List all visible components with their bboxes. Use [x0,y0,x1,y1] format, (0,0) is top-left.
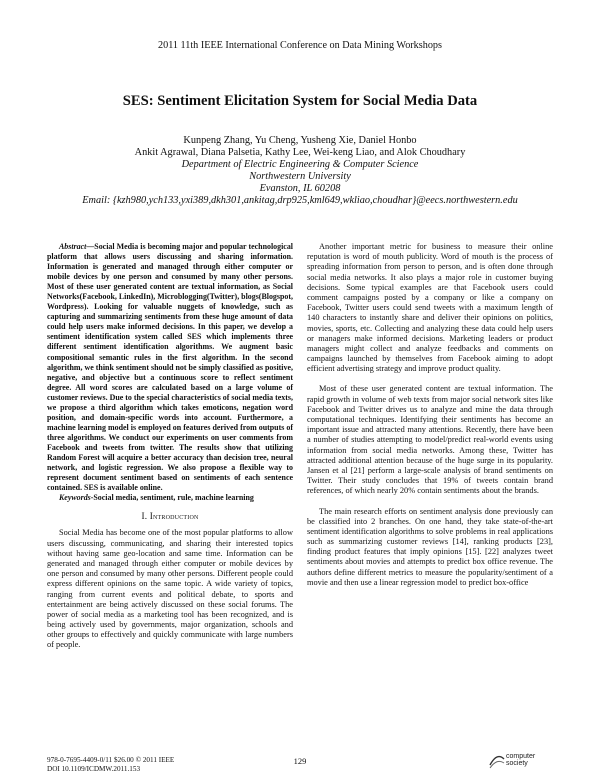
logo-text-line-1: computer [506,753,536,760]
abstract-text: —Social Media is becoming major and popular technological platform that allows users discussing and sharing information. Information is generated and managed through either computer or mobile devices by one person and consumed by many other persons. Most of these user generated content are textual information, as Social Networks(Facebook, LinkedIn), Microblogging(Twitter), blogs(Blogspot, Wordpress). Looking for valuable nuggets of knowledge, such as capturing and summarizing sentiments from these huge amount of data could help users make informed decisions. In this paper, we develop a sentiment identification system called SES which implements three different sentiment identification algorithms. We augment basic compositional semantic rules in the first algorithm. In the second algorithm, we think sentiment should not be simply classified as positive, negative, and objective but a continuous score to reflect sentiment degree. All word scores are calculated based on a large volume of customer reviews. Due to the special characteristics of social media texts, we propose a third algorithm which takes emoticons, negation word position, and domain-specific words into account. Furthermore, a machine learning model is employed on features derived from outputs of three algorithms. We conduct our experiments on user comments from Facebook and tweets from twitter. The results show that utilizing Random Forest will acquire a better accuracy than decision tree, neural network, and logistic regression. We also propose a flexible way to represent document sentiment based on sentiments of each sentence contained. SES is available online. [47,242,293,493]
abstract-label: Abstract [59,242,87,251]
section-number: I. [141,511,148,522]
author-location: Evanston, IL 60208 [259,183,341,194]
body-paragraph-3: The main research efforts on sentiment analysis done previously can be classified into 2 branches. On one hand, they take state-of-the-art sentiment identification algorithms to solve problems in real applications such as summarizing customer reviews [14], ranking products [23], finding product features that imply opinions [15]. [22] analyzes tweet sentiments about movies and attempts to predict box office revenue. The authors define different metrics to measure the popularity/sentiment of a movie and then use a linear regression model to predict box-office [307,506,553,587]
computer-society-logo-icon [488,750,506,770]
conference-header: 2011 11th IEEE International Conference on Data Mining Workshops [158,40,442,51]
body-paragraph-2: Most of these user generated content are textual information. The rapid growth in volume of web texts from major social network sites like Facebook and Twitter drives us to analyze and mine the data through computational techniques. Identifying their sentiments has become an important issue and attracted many attentions. Recently, there have been a number of studies attempting to model/predict real-world events using information from social media networks. Among these, Twitter has attracted additional attention because of the huge surge in its popularity. Jansen et al [21] perform a large-scale analysis of brand sentiments on Twitter. Their study concludes that 19% of tweets contain brand references, of which nearly 20% contain sentiments about the brands. [307,384,553,496]
author-list-1: Kunpeng Zhang, Yu Cheng, Yusheng Xie, Daniel Honbo [183,135,417,146]
author-university: Northwestern University [249,171,351,182]
page-number: 129 [293,756,307,766]
keywords [47,493,293,503]
keywords-label: Keywords [59,493,91,503]
abstract [47,242,293,493]
copyright-line: 978-0-7695-4409-0/11 $26.00 © 2011 IEEE [47,756,175,764]
author-email: Email: {kzh980,ych133,yxi389,dkh301,ankitag,drp925,kml649,wkliao,choudhar}@eecs.northwestern.edu [82,195,518,206]
computer-society-logo [488,750,558,772]
author-department: Department of Electric Engineering & Computer Science [181,159,419,170]
body-paragraph-1: Another important metric for business to measure their online reputation is word of mouth publicity. Word of mouth is the process of spreading information from person to person, and is often done through social media networks. It also plays a major role in customer buying decisions. Some typical examples are that Facebook users could comment campaigns posted by a company or like a company on Facebook, Twitter users could send tweets with a maximum length of 140 characters to instantly share and deliver their opinions on politics, movies, sports, etc. Collecting and analyzing these data could help users or managers make informed decisions. Marketing leaders or product managers might collect and analyze feedbacks and comments on campaigns launched by themselves from Facebook aiming to adopt efficient advertising strategy and improve product quality. [307,242,553,374]
section-title: Introduction [149,511,199,522]
intro-paragraph: Social Media has become one of the most popular platforms to allow users discussing, communicating, and sharing their interested topics without having same geo-location and same time. Information can be generated and managed through either computer or mobile devices by one person and consumed by many other persons. Different people could express different opinions on the same topic. A wide variety of topics, ranging from current events and political debate, to sports and entertainment are being actively discussed on these social forums. The power of social media as a marketing tool has been recognized, and is being actively used by governments, major organization, schools and other groups to effectively and quickly communicate with large numbers of people. [47,528,293,650]
paper-title: SES: Sentiment Elicitation System for Social Media Data [122,93,478,109]
keywords-text: -Social media, sentiment, rule, machine learning [90,493,254,503]
section-heading-introduction [47,511,293,521]
doi-line: DOI 10.1109/ICDMW.2011.153 [47,765,141,773]
left-column [47,242,293,651]
author-list-2: Ankit Agrawal, Diana Palsetia, Kathy Lee, Wei-keng Liao, and Alok Choudhary [134,147,466,158]
right-column [307,242,553,588]
logo-text [506,753,535,767]
logo-text-line-2: society [506,760,528,767]
